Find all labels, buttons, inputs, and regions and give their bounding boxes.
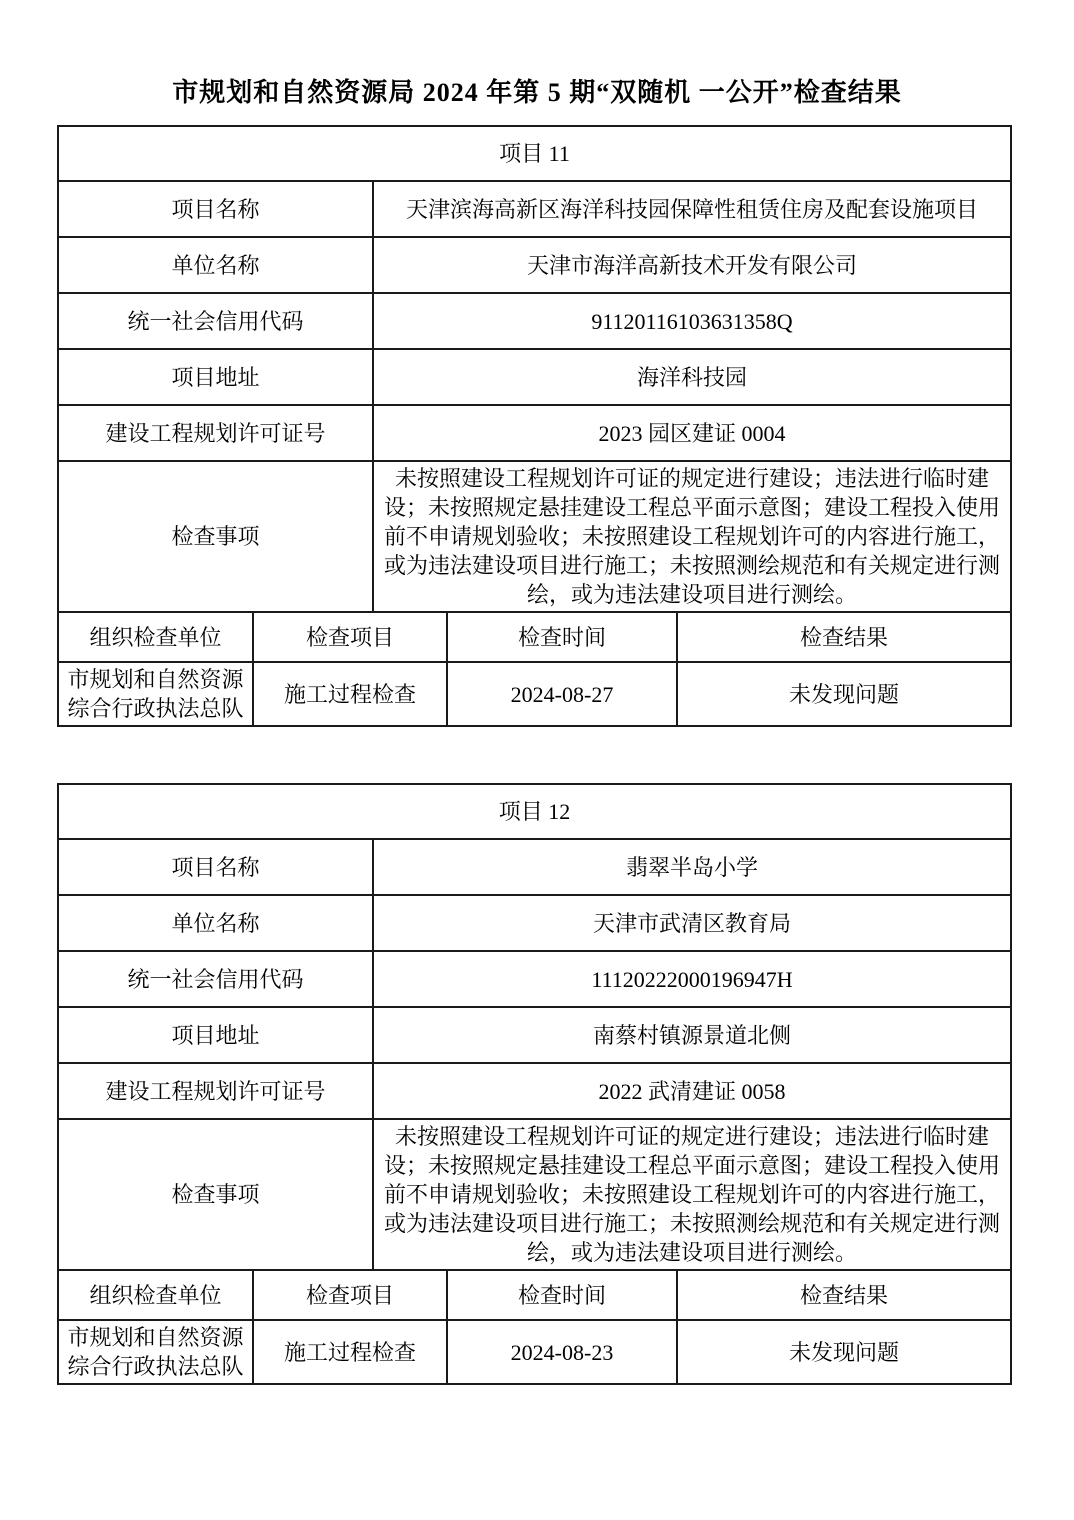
column-header-item: 检查项目 xyxy=(253,612,447,662)
field-label: 统一社会信用代码 xyxy=(58,293,373,349)
project-header: 项目 12 xyxy=(58,784,1011,839)
field-value: 11120222000196947H xyxy=(373,951,1011,1007)
field-value: 2023 园区建证 0004 xyxy=(373,405,1011,461)
field-value: 翡翠半岛小学 xyxy=(373,839,1011,895)
table-row xyxy=(58,405,1011,461)
field-label: 项目地址 xyxy=(58,1007,373,1063)
field-label: 单位名称 xyxy=(58,895,373,951)
field-label: 单位名称 xyxy=(58,237,373,293)
column-header-item: 检查项目 xyxy=(253,1270,447,1320)
field-label: 项目地址 xyxy=(58,349,373,405)
field-label: 建设工程规划许可证号 xyxy=(58,405,373,461)
column-header-result: 检查结果 xyxy=(677,1270,1011,1320)
project-12-table xyxy=(57,783,1012,1385)
result-org: 市规划和自然资源综合行政执法总队 xyxy=(58,662,253,726)
table-row xyxy=(58,237,1011,293)
field-label: 建设工程规划许可证号 xyxy=(58,1063,373,1119)
field-value: 2022 武清建证 0058 xyxy=(373,1063,1011,1119)
result-date: 2024-08-23 xyxy=(447,1320,677,1384)
result-outcome: 未发现问题 xyxy=(677,662,1011,726)
table-row xyxy=(58,662,1011,726)
table-row xyxy=(58,126,1011,181)
column-header-result: 检查结果 xyxy=(677,612,1011,662)
table-row xyxy=(58,951,1011,1007)
inspection-items-label: 检查事项 xyxy=(58,461,373,612)
table-row xyxy=(58,895,1011,951)
result-item: 施工过程检查 xyxy=(253,1320,447,1384)
inspection-items-text: 未按照建设工程规划许可证的规定进行建设；违法进行临时建设；未按照规定悬挂建设工程总平面示意图；建设工程投入使用前不申请规划验收；未按照建设工程规划许可的内容进行施工，或为违法建设项目进行施工；未按照测绘规范和有关规定进行测绘，或为违法建设项目进行测绘。 xyxy=(373,1119,1011,1270)
field-value: 天津滨海高新区海洋科技园保障性租赁住房及配套设施项目 xyxy=(373,181,1011,237)
project-11-table xyxy=(57,125,1012,727)
result-org: 市规划和自然资源综合行政执法总队 xyxy=(58,1320,253,1384)
column-header-org: 组织检查单位 xyxy=(58,612,253,662)
table-row xyxy=(58,1320,1011,1384)
field-label: 项目名称 xyxy=(58,181,373,237)
inspection-items-text: 未按照建设工程规划许可证的规定进行建设；违法进行临时建设；未按照规定悬挂建设工程总平面示意图；建设工程投入使用前不申请规划验收；未按照建设工程规划许可的内容进行施工，或为违法建设项目进行施工；未按照测绘规范和有关规定进行测绘，或为违法建设项目进行测绘。 xyxy=(373,461,1011,612)
field-label: 统一社会信用代码 xyxy=(58,951,373,1007)
field-value: 91120116103631358Q xyxy=(373,293,1011,349)
table-row xyxy=(58,839,1011,895)
field-label: 项目名称 xyxy=(58,839,373,895)
result-date: 2024-08-27 xyxy=(447,662,677,726)
table-header-row xyxy=(58,1270,1011,1320)
table-row xyxy=(58,349,1011,405)
table-row xyxy=(58,181,1011,237)
table-row xyxy=(58,784,1011,839)
table-row xyxy=(58,1063,1011,1119)
table-row xyxy=(58,1007,1011,1063)
project-12-section xyxy=(57,783,1010,1385)
project-header: 项目 11 xyxy=(58,126,1011,181)
column-header-date: 检查时间 xyxy=(447,1270,677,1320)
inspection-items-label: 检查事项 xyxy=(58,1119,373,1270)
result-outcome: 未发现问题 xyxy=(677,1320,1011,1384)
table-row xyxy=(58,461,1011,612)
field-value: 天津市海洋高新技术开发有限公司 xyxy=(373,237,1011,293)
table-header-row xyxy=(58,612,1011,662)
field-value: 南蔡村镇源景道北侧 xyxy=(373,1007,1011,1063)
column-header-date: 检查时间 xyxy=(447,612,677,662)
table-row xyxy=(58,293,1011,349)
field-value: 天津市武清区教育局 xyxy=(373,895,1011,951)
document-title: 市规划和自然资源局 2024 年第 5 期“双随机 一公开”检查结果 xyxy=(172,78,902,107)
result-item: 施工过程检查 xyxy=(253,662,447,726)
column-header-org: 组织检查单位 xyxy=(58,1270,253,1320)
project-11-section xyxy=(57,125,1010,727)
table-row xyxy=(58,1119,1011,1270)
field-value: 海洋科技园 xyxy=(373,349,1011,405)
